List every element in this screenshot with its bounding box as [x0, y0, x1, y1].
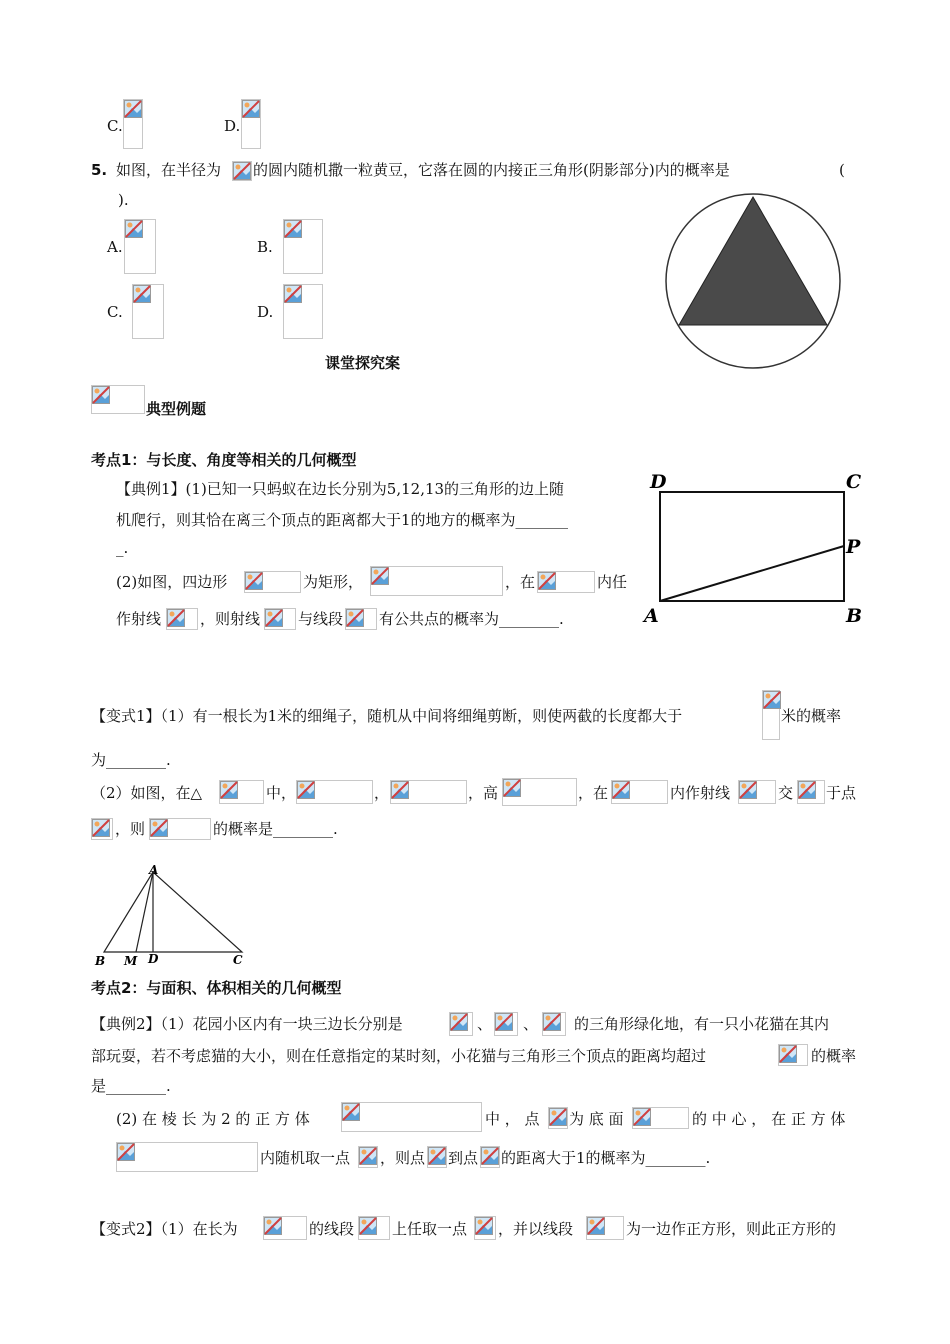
formula-image-placeholder: [263, 1216, 307, 1240]
formula-image-placeholder: [480, 1146, 500, 1168]
broken-image-icon: [633, 1108, 651, 1126]
formula-image-placeholder: [132, 284, 164, 339]
formula-image-placeholder: [542, 1012, 566, 1036]
example-text: 内任: [597, 573, 628, 591]
example-text: (2)如图，四边形: [116, 573, 228, 591]
ray-ap: [660, 546, 844, 601]
broken-image-icon: [538, 572, 556, 590]
broken-image-icon: [359, 1147, 377, 1165]
formula-image-placeholder: [124, 219, 156, 274]
option-b-label: B.: [257, 238, 273, 256]
broken-image-icon: [220, 781, 238, 799]
formula-image-placeholder: [548, 1107, 568, 1129]
example-text: 与线段: [298, 610, 344, 628]
example-text: ，在: [505, 573, 536, 591]
variant-text: ，: [374, 784, 390, 802]
option-a-label: A.: [107, 238, 123, 256]
variant-text: 为________.: [91, 751, 171, 769]
vertex-label-d: D: [650, 471, 667, 493]
formula-image-placeholder: [358, 1146, 378, 1168]
example-text: 、: [523, 1015, 539, 1033]
example-text: 的三角形绿化地，有一只小花猫在其内: [574, 1015, 830, 1033]
example-text: ，则点: [380, 1149, 426, 1167]
broken-image-icon: [612, 781, 630, 799]
broken-image-icon: [265, 609, 283, 627]
example-text: 部玩耍，若不考虑猫的大小，则在任意指定的某时刻，小花猫与三角形三个顶点的距离均超过: [91, 1047, 707, 1065]
answer-paren: ).: [118, 191, 129, 209]
broken-image-icon: [245, 572, 263, 590]
variant-text: 的概率是________.: [213, 820, 338, 838]
variant-text: 内作射线: [670, 784, 731, 802]
example-text: 【典例2】（1）花园小区内有一块三边长分别是: [91, 1015, 403, 1033]
point-label-m: M: [124, 954, 138, 968]
example-text: 为 底 面: [569, 1110, 624, 1128]
variant-text: ，高: [468, 784, 499, 802]
broken-image-icon: [284, 285, 302, 303]
example-text: 为矩形，: [303, 573, 364, 591]
q5-text: 的圆内随机撒一粒黄豆，它落在圆的内接正三角形(阴影部分)内的概率是: [253, 161, 730, 179]
formula-image-placeholder: [123, 99, 143, 149]
topic-heading: 考点1：与长度、角度等相关的几何概型: [91, 451, 357, 469]
point-label-p: P: [846, 536, 861, 558]
broken-image-icon: [428, 1147, 446, 1165]
broken-image-icon: [117, 1143, 135, 1161]
example-text: 到点: [448, 1149, 479, 1167]
formula-image-placeholder: [632, 1107, 689, 1129]
section-icon-image: [91, 385, 145, 414]
broken-image-icon: [133, 285, 151, 303]
example-text: 是________.: [91, 1077, 171, 1095]
formula-image-placeholder: [778, 1044, 808, 1066]
broken-image-icon: [150, 819, 168, 837]
section-title: 课堂探究案: [325, 354, 401, 372]
formula-image-placeholder: [283, 284, 323, 339]
formula-image-placeholder: [116, 1142, 258, 1172]
variant-text: ，则: [115, 820, 146, 838]
vertex-label-b: B: [95, 954, 106, 968]
broken-image-icon: [391, 781, 409, 799]
question-number: 5.: [91, 161, 108, 179]
formula-image-placeholder: [296, 780, 373, 804]
formula-image-placeholder: [390, 780, 467, 804]
variant-text: 于点: [826, 784, 857, 802]
vertex-label-c: C: [233, 953, 243, 967]
variant-text: 上任取一点: [392, 1220, 468, 1238]
vertex-label-a: A: [644, 605, 659, 627]
formula-image-placeholder: [166, 608, 198, 630]
formula-image-placeholder: [494, 1012, 518, 1036]
variant-text: 的线段: [309, 1220, 355, 1238]
example-text: 作射线: [116, 610, 162, 628]
q4-option-d-label: D.: [224, 117, 241, 135]
topic-heading: 考点2：与面积、体积相关的几何概型: [91, 979, 342, 997]
ray-am: [136, 872, 153, 952]
broken-image-icon: [125, 220, 143, 238]
broken-image-icon: [587, 1217, 605, 1235]
formula-image-placeholder: [370, 566, 503, 596]
triangle-abc: [104, 872, 242, 952]
formula-image-placeholder: [586, 1216, 624, 1240]
rectangle-figure: [640, 465, 870, 630]
variant-text: 【变式2】（1）在长为: [91, 1220, 238, 1238]
broken-image-icon: [124, 100, 142, 118]
formula-image-placeholder: [611, 780, 668, 804]
circle-triangle-figure: [664, 192, 842, 370]
variant-text: 为一边作正方形，则此正方形的: [626, 1220, 837, 1238]
example-text: ，则射线: [200, 610, 261, 628]
example-text: 内随机取一点: [260, 1149, 351, 1167]
formula-image-placeholder: [283, 219, 323, 274]
formula-image-placeholder: [797, 780, 825, 804]
broken-image-icon: [264, 1217, 282, 1235]
broken-image-icon: [739, 781, 757, 799]
example-text: 的 中 心 ， 在 正 方 体: [692, 1110, 846, 1128]
triangle-figure: [92, 862, 252, 968]
example-text: 、: [477, 1015, 493, 1033]
q5-text: 如图，在半径为: [116, 161, 222, 179]
formula-image-placeholder: [345, 608, 377, 630]
broken-image-icon: [233, 162, 251, 180]
variant-text: ，并以线段: [498, 1220, 574, 1238]
example-text: 中 ， 点: [485, 1110, 540, 1128]
vertex-label-c: C: [846, 471, 862, 493]
example-text: _.: [116, 539, 129, 557]
vertex-label-a: A: [149, 863, 159, 877]
formula-image-placeholder: [762, 690, 780, 740]
broken-image-icon: [475, 1217, 493, 1235]
broken-image-icon: [92, 819, 110, 837]
formula-image-placeholder: [537, 571, 595, 593]
broken-image-icon: [779, 1045, 797, 1063]
broken-image-icon: [798, 781, 816, 799]
broken-image-icon: [167, 609, 185, 627]
example-text: (2) 在 棱 长 为 2 的 正 方 体: [116, 1110, 310, 1128]
broken-image-icon: [543, 1013, 561, 1031]
vertex-label-b: B: [846, 605, 863, 627]
variant-text: 米的概率: [781, 707, 842, 725]
point-label-d: D: [148, 952, 159, 966]
broken-image-icon: [549, 1108, 567, 1126]
variant-text: ，在: [578, 784, 609, 802]
example-text: 的概率: [811, 1047, 857, 1065]
option-d-label: D.: [257, 303, 274, 321]
broken-image-icon: [371, 567, 389, 585]
example-text: 有公共点的概率为________.: [379, 610, 564, 628]
broken-image-icon: [503, 779, 521, 797]
answer-paren: (: [839, 161, 845, 179]
formula-image-placeholder: [449, 1012, 473, 1036]
q4-option-c-label: C.: [107, 117, 123, 135]
formula-image-placeholder: [244, 571, 301, 593]
broken-image-icon: [297, 781, 315, 799]
formula-image-placeholder: [91, 818, 113, 840]
broken-image-icon: [284, 220, 302, 238]
broken-image-icon: [342, 1103, 360, 1121]
subsection-title: 典型例题: [146, 400, 207, 418]
formula-image-placeholder: [502, 778, 577, 806]
variant-text: 中，: [266, 784, 297, 802]
broken-image-icon: [481, 1147, 499, 1165]
example-text: 【典例1】(1)已知一只蚂蚁在边长分别为5,12,13的三角形的边上随: [116, 480, 565, 498]
formula-image-placeholder: [232, 161, 252, 181]
broken-image-icon: [346, 609, 364, 627]
variant-text: 交: [778, 784, 794, 802]
broken-image-icon: [450, 1013, 468, 1031]
example-text: 的距离大于1的概率为________.: [501, 1149, 711, 1167]
broken-image-icon: [242, 100, 260, 118]
broken-image-icon: [763, 691, 781, 709]
formula-image-placeholder: [738, 780, 776, 804]
rectangle-abcd: [660, 492, 844, 601]
formula-image-placeholder: [427, 1146, 447, 1168]
option-c-label: C.: [107, 303, 123, 321]
formula-image-placeholder: [219, 780, 264, 804]
variant-text: 【变式1】（1）有一根长为1米的细绳子，随机从中间将细绳剪断，则使两截的长度都大于: [91, 707, 683, 725]
broken-image-icon: [92, 386, 110, 404]
example-text: 机爬行，则其恰在离三个顶点的距离都大于1的地方的概率为_______: [116, 511, 569, 529]
broken-image-icon: [359, 1217, 377, 1235]
broken-image-icon: [495, 1013, 513, 1031]
formula-image-placeholder: [474, 1216, 496, 1240]
formula-image-placeholder: [149, 818, 211, 840]
variant-text: （2）如图，在△: [91, 784, 203, 802]
formula-image-placeholder: [264, 608, 296, 630]
formula-image-placeholder: [241, 99, 261, 149]
formula-image-placeholder: [358, 1216, 390, 1240]
formula-image-placeholder: [341, 1102, 482, 1132]
